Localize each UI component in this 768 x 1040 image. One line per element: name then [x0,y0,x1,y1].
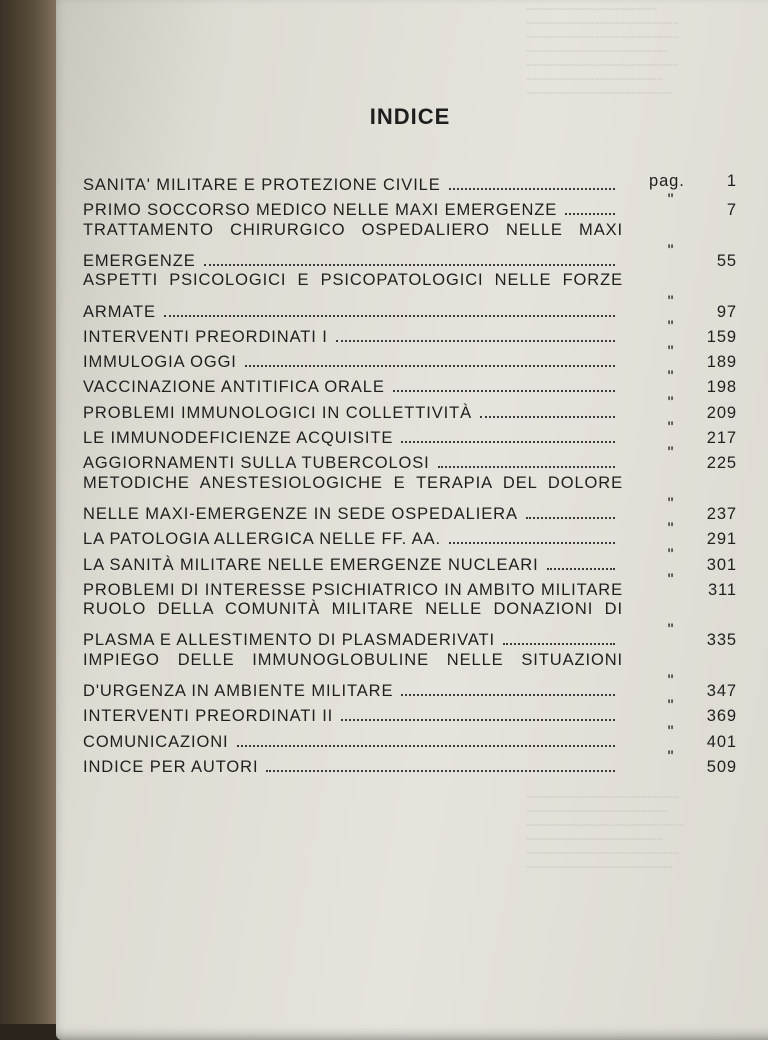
ditto-mark: " [667,419,675,437]
page-title: INDICE [369,104,451,129]
toc-page-number: 217 [706,429,737,447]
toc-entry-title: RUOLO DELLA COMUNITÀ MILITARE NELLE DONAZIONI DI [83,600,623,619]
dot-leader [204,264,615,266]
toc-entry-title: IMMULOGIA OGGI [83,353,237,372]
toc-page-number: 291 [706,530,737,549]
toc-entry-title: NELLE MAXI-EMERGENZE IN SEDE OSPEDALIERA [83,504,518,523]
toc-page-number: 7 [726,201,737,220]
ditto-mark: " [667,191,675,210]
toc-entry-title: PROBLEMI DI INTERESSE PSICHIATRICO IN AMBITO MILITARE [83,580,624,599]
toc-entry-title: ARMATE [83,302,156,321]
toc-entry-title: INTERVENTI PREORDINATI I [83,327,328,346]
dot-leader [401,694,615,696]
toc-entry-title: D'URGENZA IN AMBIENTE MILITARE [83,682,394,700]
toc-entry-title: METODICHE ANESTESIOLOGICHE E TERAPIA DEL DOLORE [83,473,623,492]
dot-leader [237,745,615,747]
ditto-mark: " [667,697,675,716]
bleed-through-text: ~~~~~~~~~~~~~~~~~~~~~~~~~~~~~ ~~~~~~~~~~~~~~~~~~~~~~~~~~~ ~~~~~~~~~~~~~~~~~~~~~~~~~~~~~~ ~~~~~~~~~~~~~~~~~~~~~~~~~~ ~~~~~~~~~~~~~~~~~~~~~~~~~~~~~ ~~~~~~~~~~~~~~~~~~~~~~~~~~~~ [526,792,684,872]
ditto-mark: " [667,393,675,412]
book-binding [0,0,62,1024]
dot-leader [438,466,615,468]
toc-entry-title: LA PATOLOGIA ALLERGICA NELLE FF. AA. [83,530,441,549]
dot-leader [503,643,615,645]
toc-page-number: 237 [706,504,737,523]
toc-page-number: 97 [716,302,737,321]
ditto-mark: " [667,747,675,766]
toc-page-number: 1 [726,172,737,190]
toc-page-number: 55 [716,251,737,270]
dot-leader [266,770,615,772]
bleed-through-text: ~~~~~~~~~~~~~~~~~~~~~~~~~ ~~~~~~~~~~~~~~~~~~~~~~~~~~~~~ ~~~~~~~~~~~~~~~~~~~~~~~~~~~~~ ~~~~~~~~~~~~~~~~~~~~~~~~~~~ ~~~~~~~~~~~~~~~~~~~~~~~~~~~~~ ~~~~~~~~~~~~~~~~~~~~~~~~~~ ~~~~~~~~~~~~~~~~~~~~~~~~~~~~ [526,4,679,98]
dot-leader [393,390,615,392]
dot-leader [480,416,615,418]
toc-entry-title: IMPIEGO DELLE IMMUNOGLOBULINE NELLE SITUAZIONI [83,650,623,669]
toc-page-number: 369 [706,707,737,726]
ditto-mark: " [667,722,675,741]
ditto-mark: " [667,621,675,640]
toc-entry-title: LE IMMUNODEFICIENZE ACQUISITE [83,429,394,447]
toc-entry-title: COMUNICAZIONI [83,732,229,751]
ditto-mark: " [667,343,675,362]
ditto-mark: " [667,520,675,539]
toc-entry-title: PRIMO SOCCORSO MEDICO NELLE MAXI EMERGENZE [83,201,558,220]
toc-page-number: 301 [706,555,737,574]
pag-label: pag. [649,172,685,190]
ditto-mark: " [667,570,675,589]
toc-page-number: 198 [706,378,737,397]
dot-leader [245,365,615,367]
ditto-mark: " [667,292,675,311]
toc-entry-title: AGGIORNAMENTI SULLA TUBERCOLOSI [83,454,430,473]
toc-page-number: 509 [706,757,737,776]
ditto-mark: " [667,545,675,564]
toc-page-number: 209 [706,403,737,422]
dot-leader [565,213,615,215]
dot-leader [341,719,615,721]
ditto-mark: " [667,494,675,513]
toc-entry-title: VACCINAZIONE ANTITIFICA ORALE [83,378,385,397]
toc-entry-title: INDICE PER AUTORI [83,757,259,776]
toc-entry-title: PLASMA E ALLESTIMENTO DI PLASMADERIVATI [83,631,495,650]
toc-entry-title: LA SANITÀ MILITARE NELLE EMERGENZE NUCLEARI [83,555,539,574]
dot-leader [526,517,615,519]
ditto-mark: " [667,444,675,463]
toc-entry-title: PROBLEMI IMMUNOLOGICI IN COLLETTIVITÀ [83,403,473,422]
dot-leader [449,542,615,544]
ditto-mark: " [667,368,675,387]
toc-page-number: 225 [706,454,737,473]
ditto-mark: " [667,241,675,260]
toc-page-number: 311 [707,580,737,599]
dot-leader [449,188,615,190]
toc-entry-title: ASPETTI PSICOLOGICI E PSICOPATOLOGICI NELLE FORZE [83,271,623,290]
dot-leader [164,315,615,317]
toc-page-number: 401 [706,732,737,751]
toc-entry-title: SANITA' MILITARE E PROTEZIONE CIVILE [83,176,441,194]
toc-page-number: 159 [706,327,737,346]
ditto-mark: " [667,672,675,690]
toc-page-number: 335 [706,631,737,650]
toc-entry-title: INTERVENTI PREORDINATI II [83,707,334,726]
toc-entry-title: TRATTAMENTO CHIRURGICO OSPEDALIERO NELLE MAXI [83,220,623,239]
dot-leader [401,441,615,443]
dot-leader [547,568,615,570]
dot-leader [336,340,615,342]
ditto-mark: " [667,317,675,336]
toc-page-number: 347 [706,682,737,700]
toc-page-number: 189 [706,353,737,372]
toc-entry-title: EMERGENZE [83,251,196,270]
